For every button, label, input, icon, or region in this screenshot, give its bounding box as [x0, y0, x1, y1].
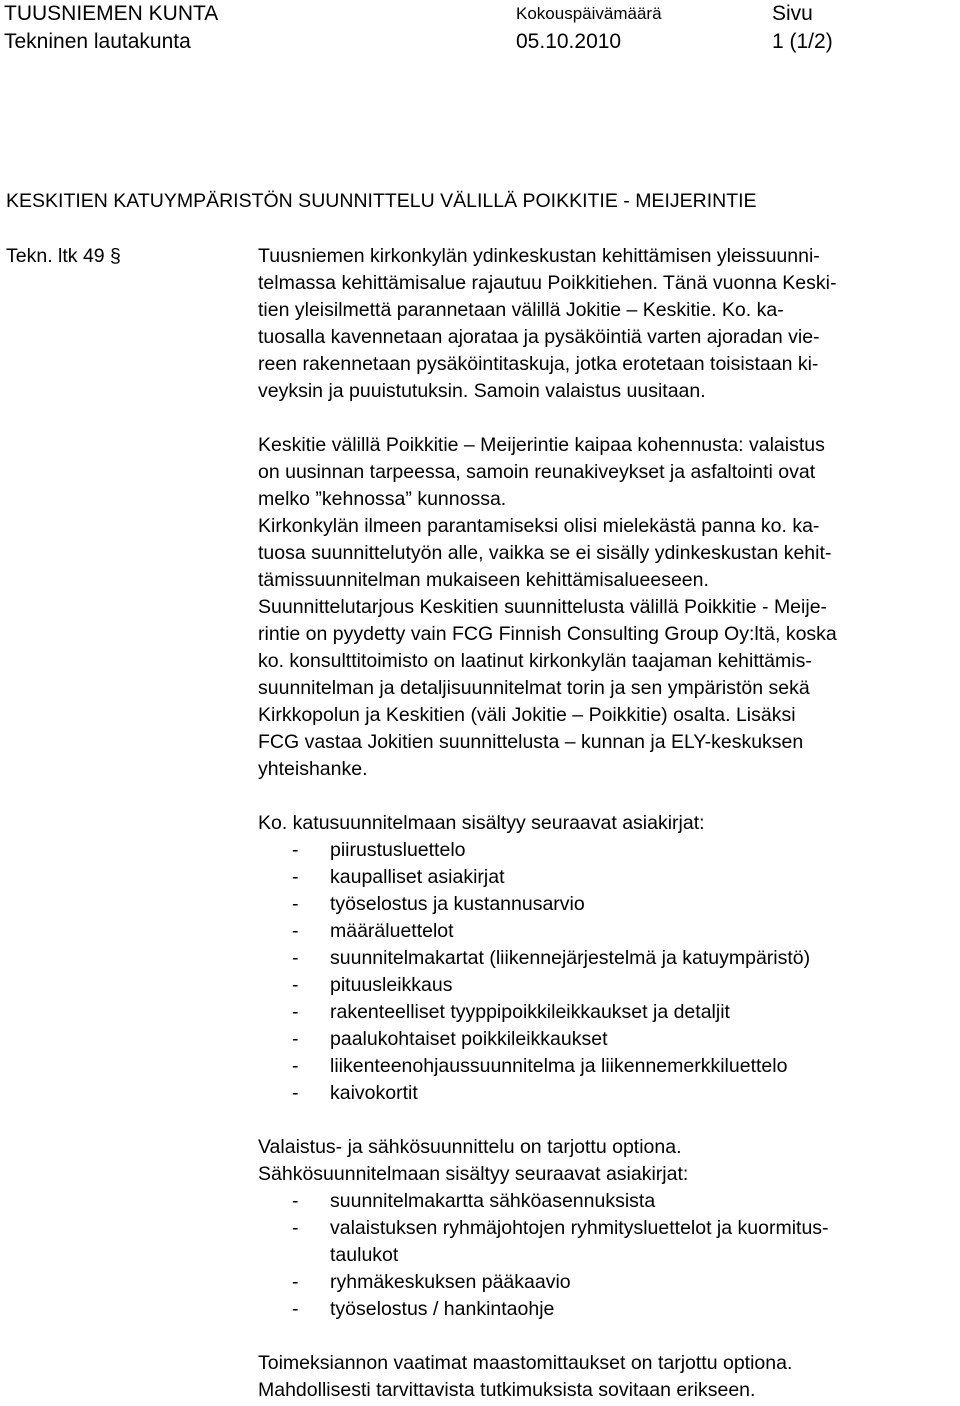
list-item: - rakenteelliset tyyppipoikkileikkaukset ja detaljit [292, 1001, 730, 1023]
page-label: Sivu [772, 2, 813, 25]
text-line: rintie on pyydetty vain FCG Finnish Consulting Group Oy:ltä, koska [258, 623, 837, 645]
paragraph-5 [258, 1350, 958, 1404]
section-label: Tekn. ltk 49 § [6, 245, 121, 267]
text-line: Tuusniemen kirkonkylän ydinkeskustan kehittämisen yleissuunni- [258, 245, 820, 267]
list-item: - piirustusluettelo [292, 839, 466, 861]
list-item: - pituusleikkaus [292, 974, 453, 996]
text-line: FCG vastaa Jokitien suunnittelusta – kunnan ja ELY-keskuksen [258, 731, 804, 753]
list-item: - valaistuksen ryhmäjohtojen ryhmitysluettelot ja kuormitus- taulukot [292, 1217, 829, 1266]
text-line: Kirkonkylän ilmeen parantamiseksi olisi mielekästä panna ko. ka- [258, 515, 820, 537]
paragraph-4 [258, 1134, 958, 1188]
text-line: tien yleisilmettä parannetaan välillä Jokitie – Keskitie. Ko. ka- [258, 299, 784, 321]
list-item: - ryhmäkeskuksen pääkaavio [292, 1271, 571, 1293]
text-line: ko. konsulttitoimisto on laatinut kirkonkylän taajaman kehittämis- [258, 650, 812, 672]
text-line: tuosalla kavennetaan ajorataa ja pysäköintiä varten ajoradan vie- [258, 326, 820, 348]
text-line: telmassa kehittämisalue rajautuu Poikkitiehen. Tänä vuonna Keski- [258, 272, 837, 294]
page-number: 1 (1/2) [772, 30, 833, 53]
list-item: - suunnitelmakartta sähköasennuksista [292, 1190, 656, 1212]
text-line: Valaistus- ja sähkösuunnittelu on tarjottu optiona. [258, 1136, 682, 1158]
meeting-date: 05.10.2010 [516, 30, 622, 53]
list-item: - työselostus / hankintaohje [292, 1298, 555, 1320]
text-line: Mahdollisesti tarvittavista tutkimuksista sovitaan erikseen. [258, 1379, 756, 1401]
document-body [258, 243, 958, 1404]
text-line: suunnitelman ja detaljisuunnitelmat torin ja sen ympäristön sekä [258, 677, 810, 699]
paragraph-1 [258, 243, 958, 405]
paragraph-2 [258, 432, 958, 783]
list-item: - työselostus ja kustannusarvio [292, 893, 585, 915]
electrical-plan-documents-list [258, 1188, 958, 1323]
text-line: melko ”kehnossa” kunnossa. [258, 488, 507, 510]
text-line: Sähkösuunnitelmaan sisältyy seuraavat asiakirjat: [258, 1163, 689, 1185]
text-line: tämissuunnitelman mukaiseen kehittämisalueeseen. [258, 569, 709, 591]
text-line: yhteishanke. [258, 758, 368, 780]
date-label: Kokouspäivämäärä [516, 4, 662, 23]
board-name: Tekninen lautakunta [4, 30, 191, 53]
text-line: tuosa suunnittelutyön alle, vaikka se ei sisälly ydinkeskustan kehit- [258, 542, 832, 564]
list-item: - kaupalliset asiakirjat [292, 866, 505, 888]
text-line: reen rakennetaan pysäköintitaskuja, jotka erotetaan toisistaan ki- [258, 353, 819, 375]
list-item: - määräluettelot [292, 920, 454, 942]
text-line: Toimeksiannon vaatimat maastomittaukset on tarjottu optiona. [258, 1352, 793, 1374]
text-line: veyksin ja puuistutuksin. Samoin valaistus uusitaan. [258, 380, 706, 402]
document-header [0, 0, 960, 56]
list-item: - suunnitelmakartat (liikennejärjestelmä ja katuympäristö) [292, 947, 811, 969]
street-plan-documents-list [258, 837, 958, 1107]
list-item: - liikenteenohjaussuunnitelma ja liikennemerkkiluettelo [292, 1055, 788, 1077]
list-item: - kaivokortit [292, 1082, 418, 1104]
text-line: Keskitie välillä Poikkitie – Meijerintie kaipaa kohennusta: valaistus [258, 434, 825, 456]
text-line: on uusinnan tarpeessa, samoin reunakiveykset ja asfaltointi ovat [258, 461, 816, 483]
text-line: Suunnittelutarjous Keskitien suunnittelusta välillä Poikkitie - Meije- [258, 596, 828, 618]
text-line: Kirkkopolun ja Keskitien (väli Jokitie – Poikkitie) osalta. Lisäksi [258, 704, 796, 726]
municipality-name: TUUSNIEMEN KUNTA [4, 2, 219, 25]
document-title: KESKITIEN KATUYMPÄRISTÖN SUUNNITTELU VÄLILLÄ POIKKITIE - MEIJERINTIE [6, 190, 757, 212]
list-item: - paalukohtaiset poikkileikkaukset [292, 1028, 608, 1050]
paragraph-3-intro: Ko. katusuunnitelmaan sisältyy seuraavat asiakirjat: [258, 812, 705, 834]
